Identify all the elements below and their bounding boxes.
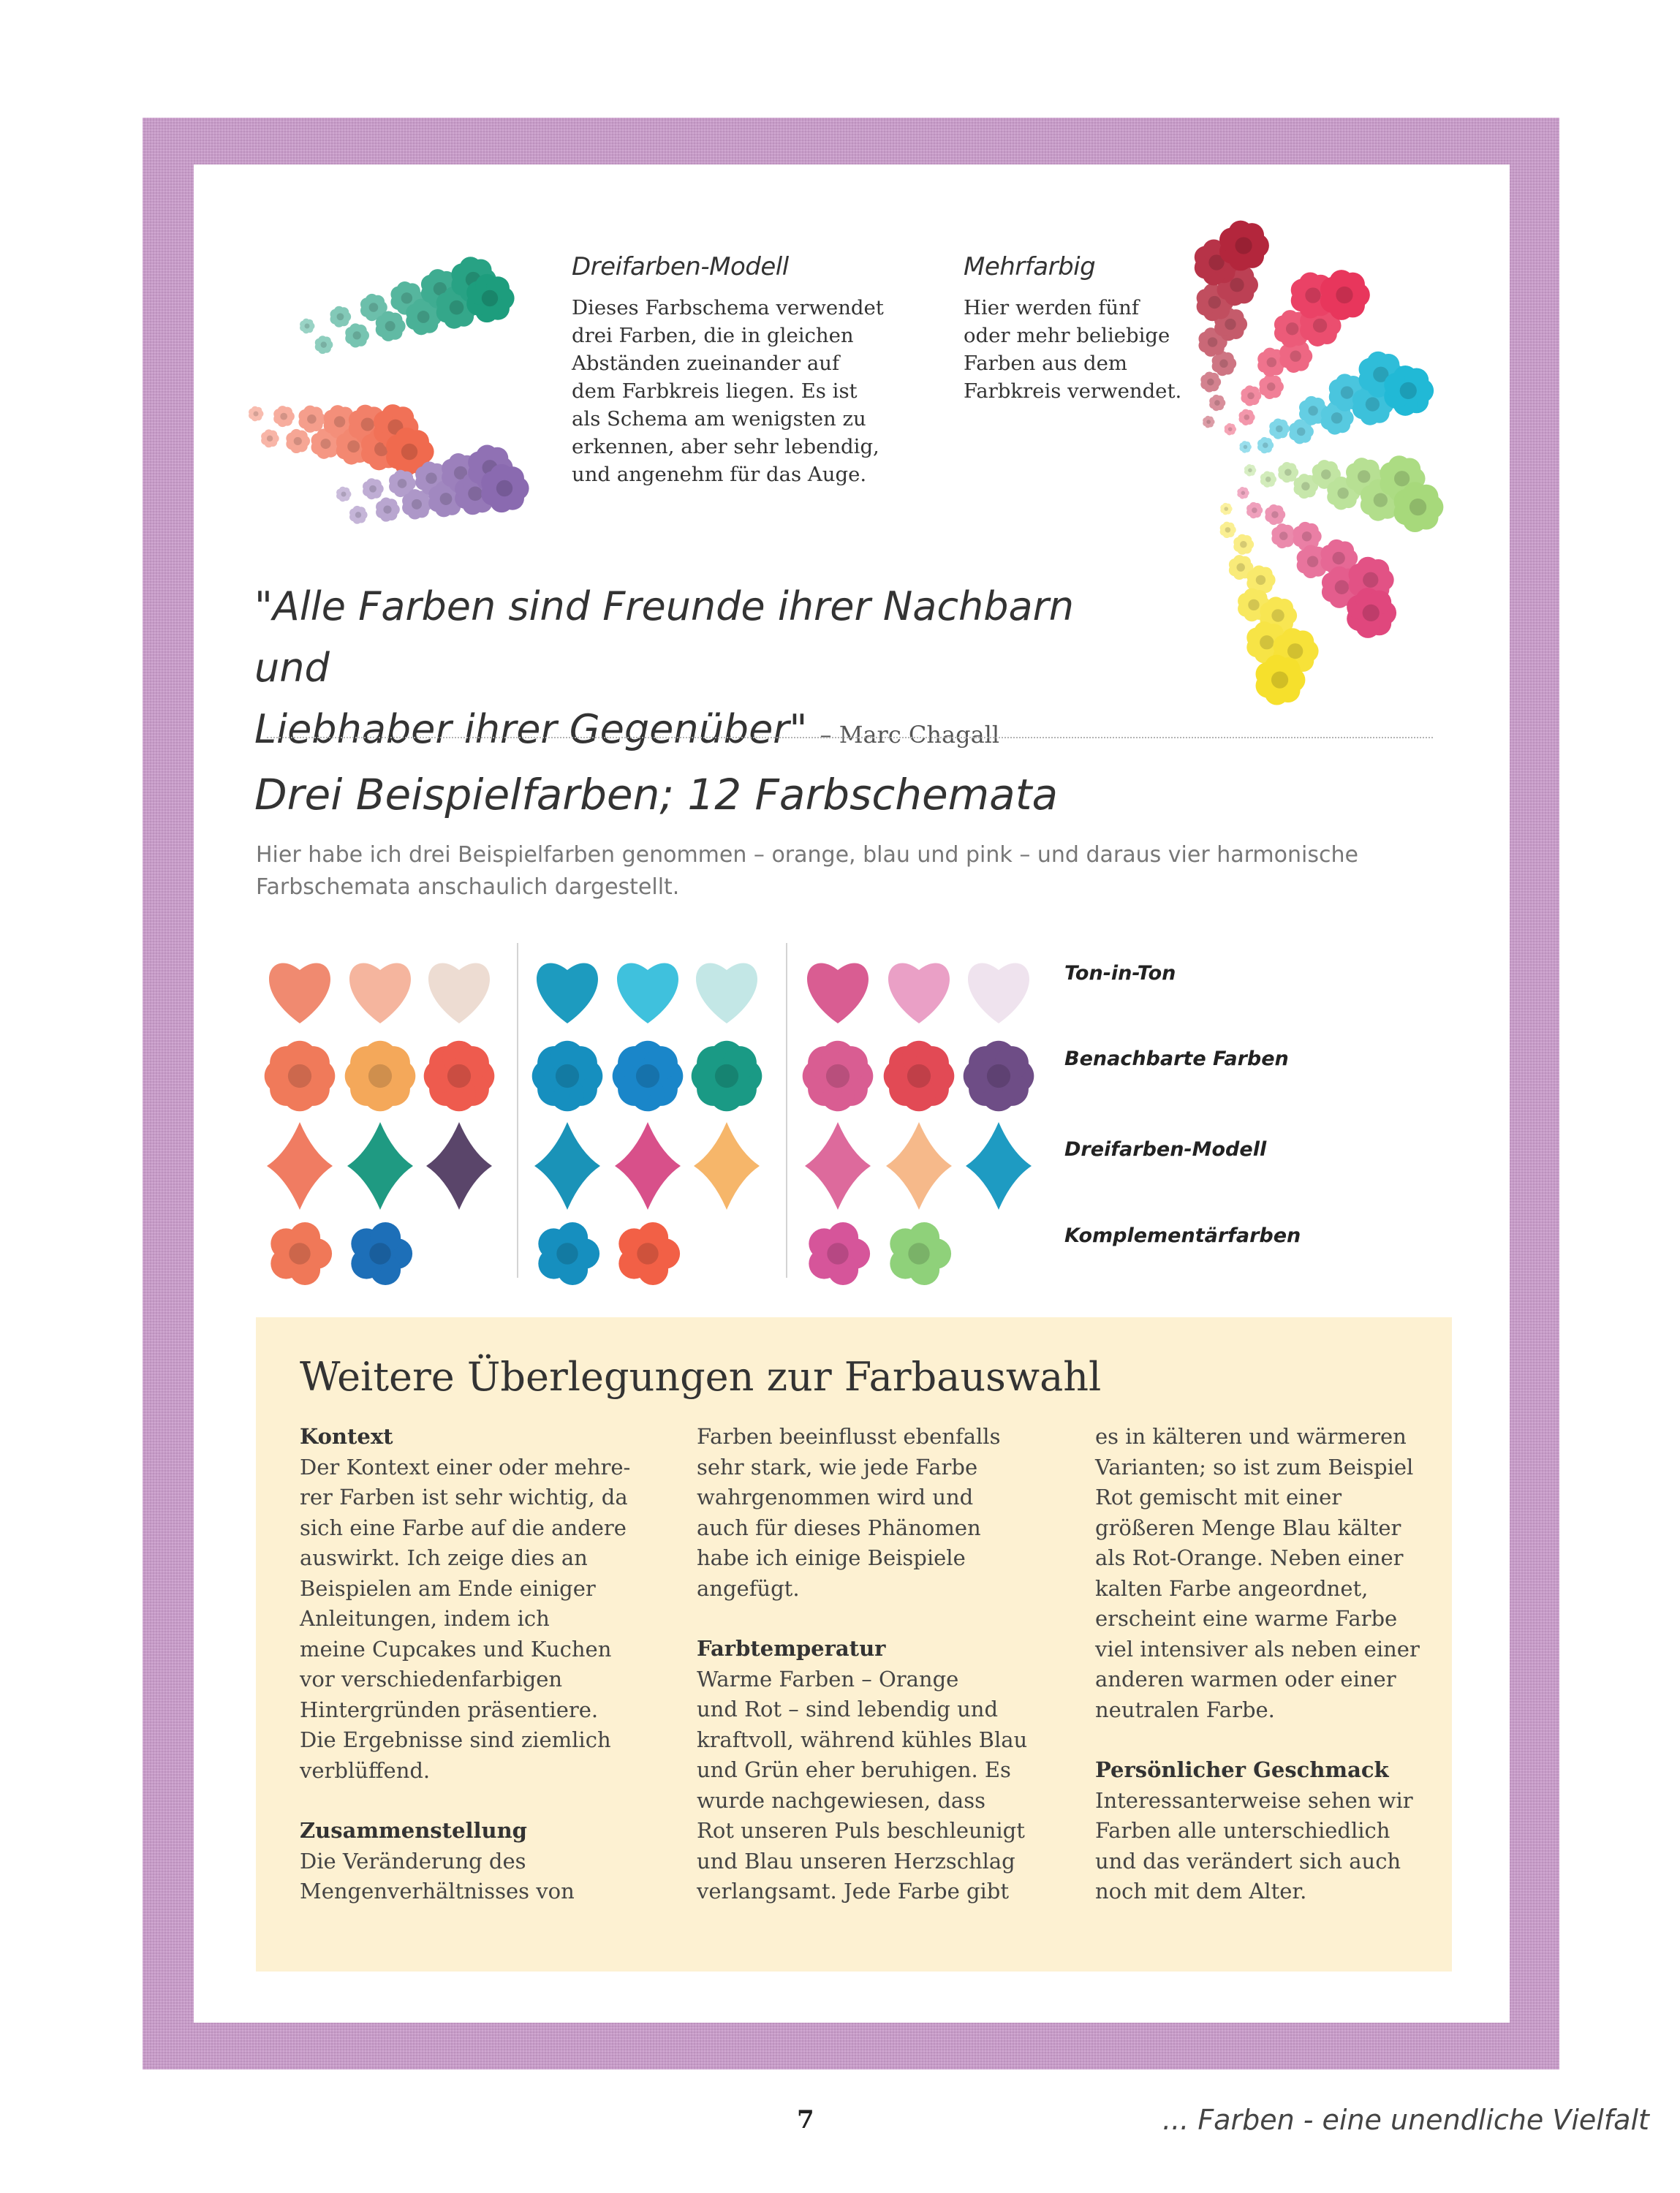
heading-persoenlicher-geschmack: Persönlicher Geschmack — [1095, 1757, 1389, 1782]
heart-swatch — [537, 963, 598, 1023]
flower-swatch — [613, 1041, 684, 1112]
quote-line-1: "Alle Farben sind Freunde ihrer Nachbarn und — [254, 583, 1075, 691]
dreifarben-heading: Dreifarben-Modell — [572, 252, 789, 281]
box-column-2 — [697, 1422, 1040, 1937]
row-label-benachbarte-farben: Benachbarte Farben — [1064, 1048, 1289, 1070]
heart-swatch — [968, 963, 1029, 1023]
section-intro: Hier habe ich drei Beispielfarben genommen – orange, blau und pink – und daraus vier harmonische Farbschemata anschaulich dargestellt. — [256, 842, 1358, 900]
diamond-swatch — [267, 1122, 333, 1210]
page-number: 7 — [797, 2105, 814, 2135]
text-farbtemperatur-cont: es in kälteren und wärmeren Varianten; so ist zum Beispiel Rot gemischt mit einer größeren Menge Blau kälter als Rot-Orange. Neben einer kalten Farbe angeordnet, erscheint eine warme Farbe viel intensiver als neben einer anderen warmen oder einer neutralen Farbe. — [1095, 1424, 1420, 1722]
diamond-swatch — [347, 1122, 413, 1210]
box-title: Weitere Überlegungen zur Farbauswahl — [300, 1354, 1102, 1400]
heart-swatch — [269, 963, 330, 1023]
quote-line-2-text: Liebhaber ihrer Gegenüber" — [254, 706, 808, 752]
box-column-1 — [300, 1422, 643, 1937]
heart-swatch — [696, 963, 757, 1023]
heart-swatch — [617, 963, 678, 1023]
flower-swatch — [424, 1041, 495, 1112]
heart-swatch — [807, 963, 869, 1023]
heading-zusammenstellung: Zusammenstellung — [300, 1818, 527, 1843]
flower-swatch — [265, 1041, 336, 1112]
box-column-3 — [1095, 1422, 1439, 1937]
diamond-swatch — [694, 1122, 760, 1210]
row-label-komplementaerfarben: Komplementärfarben — [1064, 1224, 1301, 1247]
diamond-swatch — [966, 1122, 1032, 1210]
diamond-swatch — [805, 1122, 871, 1210]
row-label-dreifarben-modell: Dreifarben-Modell — [1064, 1138, 1267, 1161]
small-flower-swatch — [618, 1222, 680, 1285]
footer-title: ... Farben - eine unendliche Vielfalt — [1162, 2104, 1649, 2136]
heart-swatch — [349, 963, 411, 1023]
flower-swatch — [345, 1041, 416, 1112]
heading-farbtemperatur: Farbtemperatur — [697, 1636, 886, 1661]
mehrfarbig-heading: Mehrfarbig — [964, 252, 1096, 281]
small-flower-swatch — [809, 1222, 870, 1285]
considerations-box — [256, 1317, 1452, 1972]
diamond-swatch — [615, 1122, 681, 1210]
flower-swatch — [532, 1041, 603, 1112]
diamond-swatch — [534, 1122, 600, 1210]
heading-kontext: Kontext — [300, 1424, 393, 1449]
flower-swatch — [964, 1041, 1034, 1112]
diamond-swatch — [886, 1122, 952, 1210]
text-farbtemperatur: Warme Farben – Orange und Rot – sind lebendig und kraftvoll, während kühles Blau und Grün eher beruhigen. Es wurde nachgewiesen, dass Rot unseren Puls beschleunigt und Blau unseren Herzschlag verlangsamt. Jede Farbe gibt — [697, 1666, 1028, 1904]
heart-swatch — [888, 963, 950, 1023]
text-zusammenstellung-cont: Farben beeinflusst ebenfalls sehr stark, wie jede Farbe wahrgenommen wird und auch für dieses Phänomen habe ich einige Beispiele angefügt. — [697, 1424, 1001, 1601]
dreifarben-text: Dieses Farbschema verwendet drei Farben, die in gleichen Abständen zueinander auf dem Farbkreis liegen. Es ist als Schema am wenigsten zu erkennen, aber sehr lebendig, und angenehm für das Auge. — [572, 296, 884, 486]
quote-author: – Marc Chagall — [820, 721, 1000, 749]
section-title: Drei Beispielfarben; 12 Farbschemata — [254, 770, 1058, 819]
text-kontext: Der Kontext einer oder mehre- rer Farben ist sehr wichtig, da sich eine Farbe auf die andere auswirkt. Ich zeige dies an Beispielen am Ende einiger Anleitungen, indem ich meine Cupcakes und Kuchen vor verschiedenfarbigen Hintergründen präsentiere. Die Ergebnisse sind ziemlich verblüffend. — [300, 1454, 631, 1783]
flower-swatch — [692, 1041, 763, 1112]
text-persoenlicher-geschmack: Interessanterweise sehen wir Farben alle unterschiedlich und das verändert sich auch noch mit dem Alter. — [1095, 1787, 1413, 1904]
flower-swatch — [803, 1041, 874, 1112]
mehrfarbig-text: Hier werden fünf oder mehr beliebige Farben aus dem Farbkreis verwendet. — [964, 296, 1182, 403]
heart-swatch — [428, 963, 490, 1023]
small-flower-swatch — [890, 1222, 951, 1285]
small-flower-swatch — [270, 1222, 332, 1285]
small-flower-swatch — [351, 1222, 412, 1285]
small-flower-swatch — [538, 1222, 599, 1285]
flower-swatch — [884, 1041, 955, 1112]
diamond-swatch — [426, 1122, 492, 1210]
row-label-ton-in-ton: Ton-in-Ton — [1064, 962, 1176, 985]
text-zusammenstellung: Die Veränderung des Mengenverhältnisses von — [300, 1848, 575, 1904]
